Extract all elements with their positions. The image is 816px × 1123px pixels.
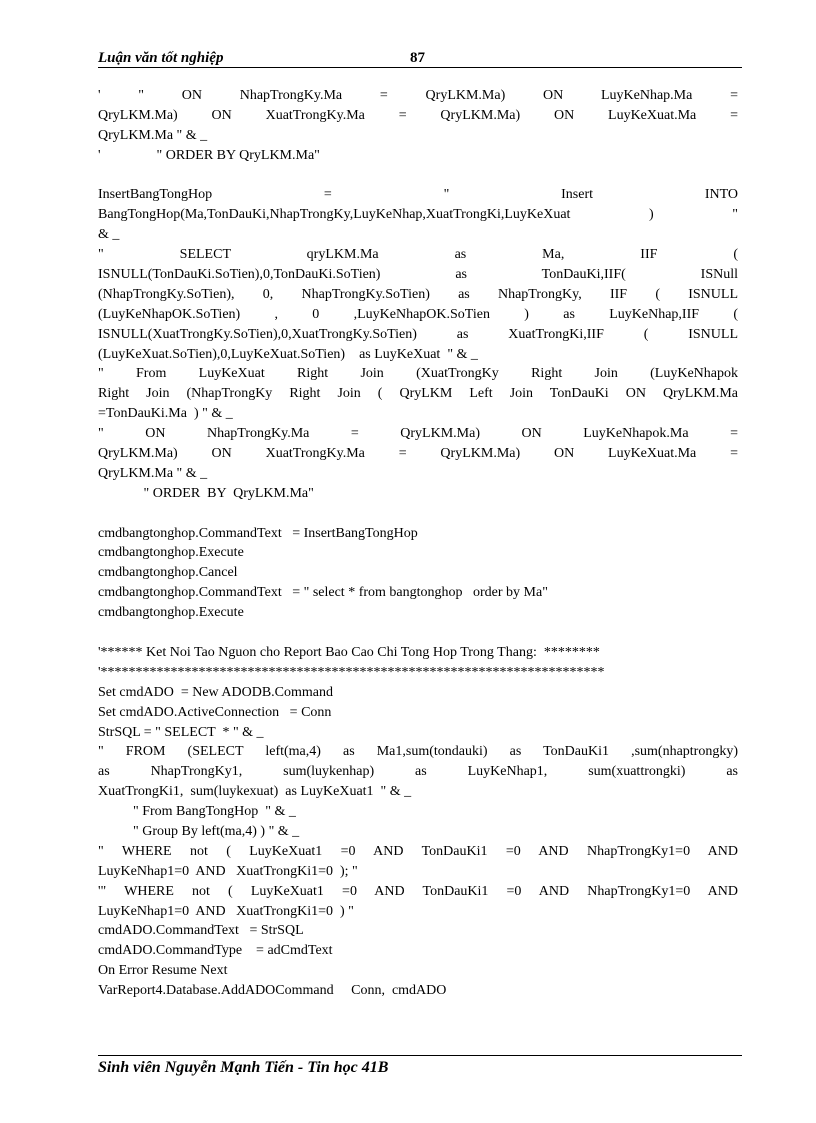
code-line: cmdbangtonghop.CommandText = InsertBangTongHop [98, 525, 418, 541]
code-line: (LuyKeNhapOK.SoTien) , 0 ,LuyKeNhapOK.SoTien ) as LuyKeNhap,IIF ( [98, 306, 738, 322]
code-listing [98, 86, 738, 1001]
thesis-title: Luận văn tốt nghiệp [98, 50, 224, 66]
page-header [98, 50, 742, 68]
footer-rule [98, 1055, 742, 1056]
code-line: =TonDauKi.Ma ) " & _ [98, 406, 233, 422]
code-line: " SELECT qryLKM.Ma as Ma, IIF ( [98, 247, 738, 263]
code-line: Right Join (NhapTrongKy Right Join ( QryLKM Left Join TonDauKi ON QryLKM.Ma [98, 386, 738, 402]
code-line: Set cmdADO.ActiveConnection = Conn [98, 704, 332, 720]
code-line: XuatTrongKi1, sum(luykexuat) as LuyKeXuat1 " & _ [98, 784, 412, 800]
code-line: (NhapTrongKy.SoTien), 0, NhapTrongKy.SoTien) as NhapTrongKy, IIF ( ISNULL [98, 286, 738, 302]
code-line: " From LuyKeXuat Right Join (XuatTrongKy Right Join (LuyKeNhapok [98, 366, 738, 382]
code-line: ISNULL(TonDauKi.SoTien),0,TonDauKi.SoTien) as TonDauKi,IIF( ISNull [98, 267, 738, 283]
code-line: cmdbangtonghop.Cancel [98, 565, 238, 581]
code-line: QryLKM.Ma " & _ [98, 127, 208, 143]
code-line: " ON NhapTrongKy.Ma = QryLKM.Ma) ON LuyKeNhapok.Ma = [98, 426, 738, 442]
code-line: On Error Resume Next [98, 963, 228, 979]
code-line: " From BangTongHop " & _ [98, 804, 296, 820]
code-line: InsertBangTongHop = " Insert INTO [98, 187, 738, 203]
code-line: cmdbangtonghop.Execute [98, 605, 244, 621]
code-line: LuyKeNhap1=0 AND XuatTrongKi1=0 ) " [98, 903, 354, 919]
code-line: StrSQL = " SELECT * " & _ [98, 724, 264, 740]
code-line: Set cmdADO = New ADODB.Command [98, 684, 333, 700]
code-line: as NhapTrongKy1, sum(luykenhap) as LuyKeNhap1, sum(xuattrongki) as [98, 764, 738, 780]
code-line: '****** Ket Noi Tao Nguon cho Report Bao Cao Chi Tong Hop Trong Thang: ******** [98, 644, 600, 660]
code-line: " ORDER BY QryLKM.Ma" [98, 485, 314, 501]
code-line: cmdADO.CommandType = adCmdText [98, 943, 333, 959]
code-line: " Group By left(ma,4) ) " & _ [98, 823, 300, 839]
blank-line [98, 504, 738, 524]
code-line: LuyKeNhap1=0 AND XuatTrongKi1=0 ); " [98, 863, 358, 879]
code-line: ISNULL(XuatTrongKy.SoTien),0,XuatTrongKy.SoTien) as XuatTrongKi,IIF ( ISNULL [98, 326, 738, 342]
code-line: QryLKM.Ma) ON XuatTrongKy.Ma = QryLKM.Ma) ON LuyKeXuat.Ma = [98, 107, 738, 123]
code-line: QryLKM.Ma) ON XuatTrongKy.Ma = QryLKM.Ma) ON LuyKeXuat.Ma = [98, 446, 738, 462]
code-line: cmdADO.CommandText = StrSQL [98, 923, 304, 939]
code-line: ' " ORDER BY QryLKM.Ma" [98, 147, 320, 163]
blank-line [98, 623, 738, 643]
code-line: QryLKM.Ma " & _ [98, 465, 208, 481]
blank-line [98, 166, 738, 186]
code-line: VarReport4.Database.AddADOCommand Conn, cmdADO [98, 983, 447, 999]
code-line: " FROM (SELECT left(ma,4) as Ma1,sum(tondauki) as TonDauKi1 ,sum(nhaptrongky) [98, 744, 738, 760]
code-line: cmdbangtonghop.Execute [98, 545, 244, 561]
footer-author: Sinh viên Nguyễn Mạnh Tiến - Tin học 41B [98, 1059, 389, 1076]
code-line: " WHERE not ( LuyKeXuat1 =0 AND TonDauKi1 =0 AND NhapTrongKy1=0 AND [98, 843, 738, 859]
code-line: '************************************************************************ [98, 664, 605, 680]
page-number: 87 [410, 50, 425, 66]
code-line: BangTongHop(Ma,TonDauKi,NhapTrongKy,LuyKeNhap,XuatTrongKi,LuyKeXuat ) " [98, 207, 738, 223]
header-rule [98, 67, 742, 68]
code-line: (LuyKeXuat.SoTien),0,LuyKeXuat.SoTien) as LuyKeXuat " & _ [98, 346, 478, 362]
code-line: '" WHERE not ( LuyKeXuat1 =0 AND TonDauKi1 =0 AND NhapTrongKy1=0 AND [98, 883, 738, 899]
code-line: cmdbangtonghop.CommandText = " select * from bangtonghop order by Ma" [98, 585, 548, 601]
code-line: & _ [98, 227, 120, 243]
code-line: ' " ON NhapTrongKy.Ma = QryLKM.Ma) ON LuyKeNhap.Ma = [98, 88, 738, 103]
